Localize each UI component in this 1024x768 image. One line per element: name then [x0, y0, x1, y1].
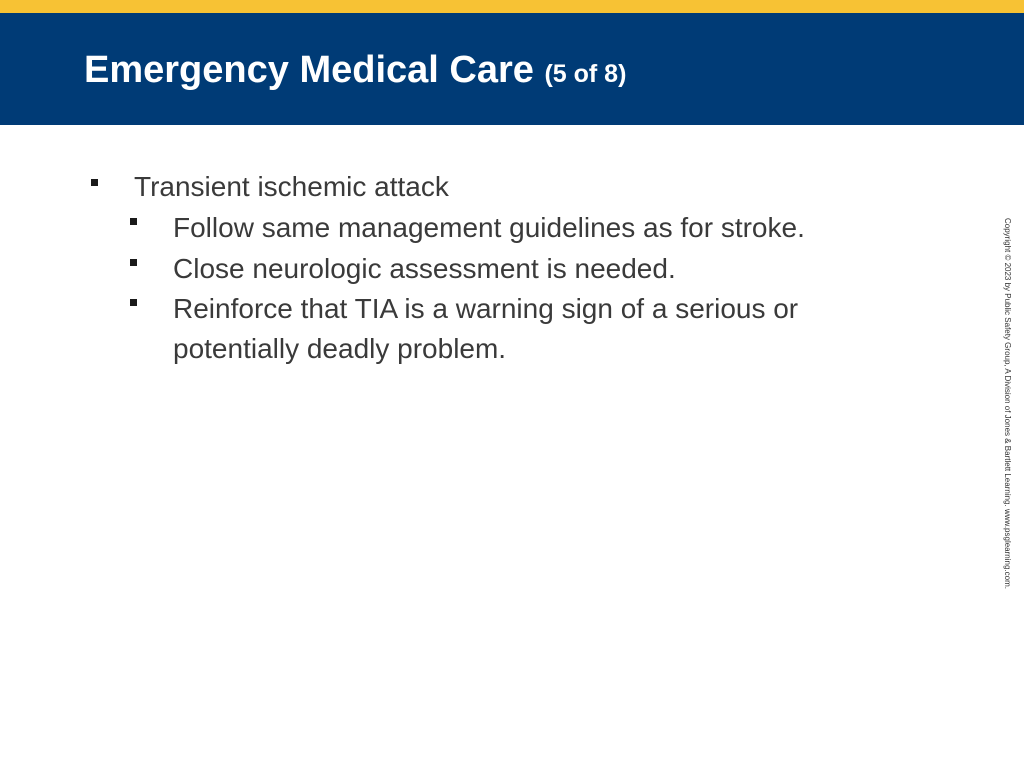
copyright-notice: Copyright © 2023 by Public Safety Group, A Division of Jones & Bartlett Learning. www.psglearning.com. [1003, 218, 1012, 589]
sub-bullet-square-icon [130, 259, 137, 266]
sub-bullet-text: Close neurologic assessment is needed. [173, 253, 676, 284]
sub-bullet-square-icon [130, 299, 137, 306]
bullet-text: Transient ischemic attack [134, 171, 449, 202]
sub-bullet-text: Reinforce that TIA is a warning sign of a serious or potentially deadly problem. [173, 293, 799, 364]
slide-counter: (5 of 8) [544, 60, 627, 88]
sub-bullet-text: Follow same management guidelines as for stroke. [173, 212, 805, 243]
sub-bullet-square-icon [130, 218, 137, 225]
slide-title-text: Emergency Medical Care [84, 49, 534, 91]
bullet-square-icon [91, 179, 98, 186]
